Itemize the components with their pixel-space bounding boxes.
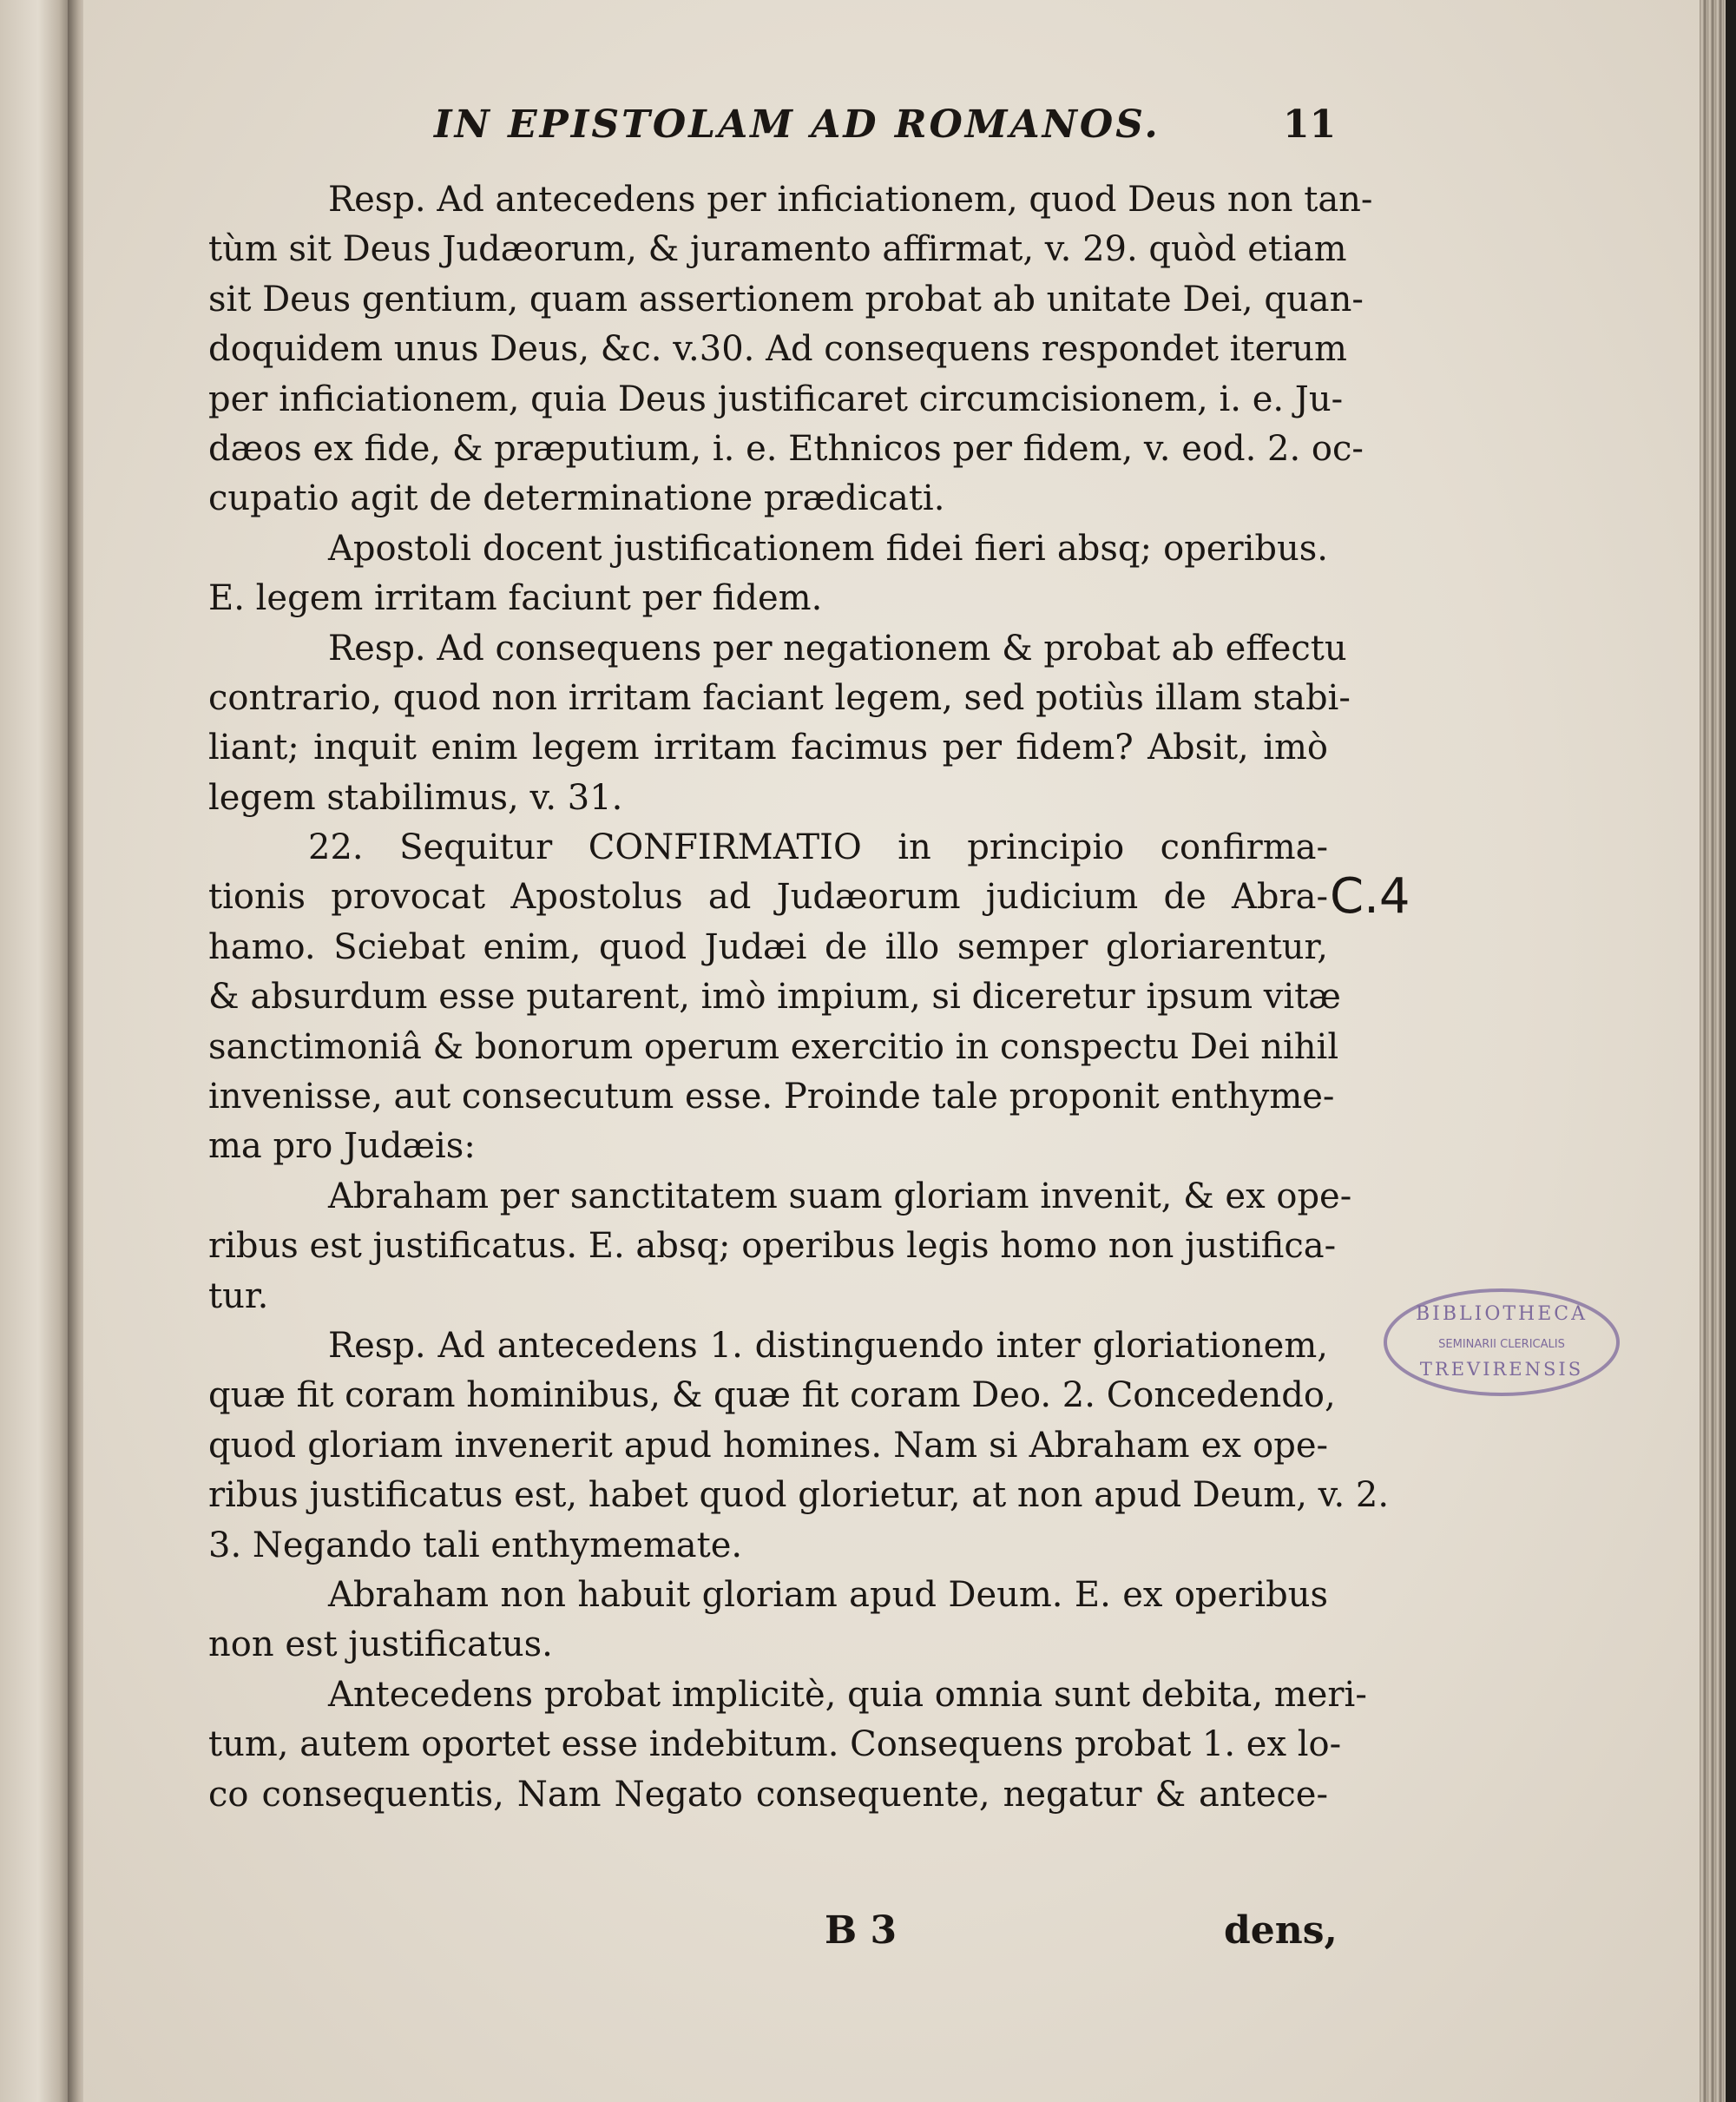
- running-title: IN EPISTOLAM AD ROMANOS.: [434, 102, 1161, 147]
- body-line: Antecedens probat implicitè, quia omnia sunt debita, meri-: [328, 1674, 1367, 1715]
- body-line: Abraham per sanctitatem suam gloriam invenit, & ex ope-: [328, 1176, 1352, 1216]
- page-number: 11: [1283, 102, 1337, 147]
- body-line: cupatio agit de determinatione prædicati.: [208, 478, 945, 519]
- stamp-line-1: BIBLIOTHECA: [1416, 1303, 1588, 1325]
- stamp-line-2: SEMINARII CLERICALIS: [1438, 1338, 1565, 1351]
- body-line: liant; inquit enim legem irritam facimus per fidem? Absit, imò: [208, 728, 1328, 768]
- body-line: tur.: [208, 1275, 269, 1316]
- body-line: legem stabilimus, v. 31.: [208, 777, 623, 818]
- body-line: sit Deus gentium, quam assertionem probat ab unitate Dei, quan-: [208, 279, 1364, 320]
- body-line: 22. Sequitur CONFIRMATIO in principio confirma-: [308, 827, 1328, 868]
- body-line: per inficiationem, quia Deus justificaret circumcisionem, i. e. Ju-: [208, 379, 1344, 419]
- body-line: Resp. Ad consequens per negationem & probat ab effectu: [328, 628, 1347, 669]
- body-line: contrario, quod non irritam faciant legem, sed potiùs illam stabi-: [208, 677, 1351, 718]
- body-line: 3. Negando tali enthymemate.: [208, 1525, 743, 1565]
- library-stamp: [1380, 1285, 1623, 1400]
- body-line: tum, autem oportet esse indebitum. Consequens probat 1. ex lo-: [208, 1724, 1342, 1765]
- body-line: tùm sit Deus Judæorum, & juramento affirmat, v. 29. quòd etiam: [208, 229, 1347, 270]
- catchword: dens,: [1224, 1908, 1338, 1953]
- body-line: Resp. Ad antecedens 1. distinguendo inter gloriationem,: [328, 1325, 1328, 1366]
- body-line: dæos ex fide, & præputium, i. e. Ethnicos per fidem, v. eod. 2. oc-: [208, 428, 1364, 469]
- body-line: quod gloriam invenerit apud homines. Nam si Abraham ex ope-: [208, 1425, 1328, 1466]
- left-page-edge: [0, 0, 69, 2102]
- body-line: ma pro Judæis:: [208, 1126, 476, 1167]
- body-line: non est justificatus.: [208, 1624, 553, 1665]
- right-dark-border: [1726, 0, 1736, 2102]
- body-line: co consequentis, Nam Negato consequente, negatur & antece-: [208, 1774, 1328, 1815]
- body-line: Apostoli docent justificationem fidei fieri absq; operibus.: [328, 528, 1328, 569]
- body-line: ribus est justificatus. E. absq; operibus legis homo non justifica-: [208, 1226, 1337, 1267]
- body-line: & absurdum esse putarent, imò impium, si diceretur ipsum vitæ: [208, 977, 1341, 1018]
- body-line: tionis provocat Apostolus ad Judæorum judicium de Abra-: [208, 877, 1328, 918]
- body-line: sanctimoniâ & bonorum operum exercitio in conspectu Dei nihil: [208, 1026, 1339, 1067]
- body-line: hamo. Sciebat enim, quod Judæi de illo semper gloriarentur,: [208, 926, 1328, 967]
- body-line: invenisse, aut consecutum esse. Proinde tale proponit enthyme-: [208, 1077, 1335, 1117]
- stamp-line-3: TREVIRENSIS: [1419, 1359, 1584, 1380]
- body-line: Resp. Ad antecedens per inficiationem, quod Deus non tan-: [328, 180, 1373, 220]
- body-line: Abraham non habuit gloriam apud Deum. E. ex operibus: [328, 1574, 1328, 1615]
- footer-signature: B 3: [825, 1908, 898, 1953]
- body-line: E. legem irritam faciunt per fidem.: [208, 578, 823, 619]
- body-line: quæ fit coram hominibus, & quæ fit coram Deo. 2. Concedendo,: [208, 1375, 1336, 1416]
- body-line: doquidem unus Deus, &c. v.30. Ad consequens respondet iterum: [208, 329, 1347, 370]
- margin-signature: C.4: [1330, 868, 1410, 925]
- body-line: ribus justificatus est, habet quod glorietur, at non apud Deum, v. 2.: [208, 1475, 1390, 1516]
